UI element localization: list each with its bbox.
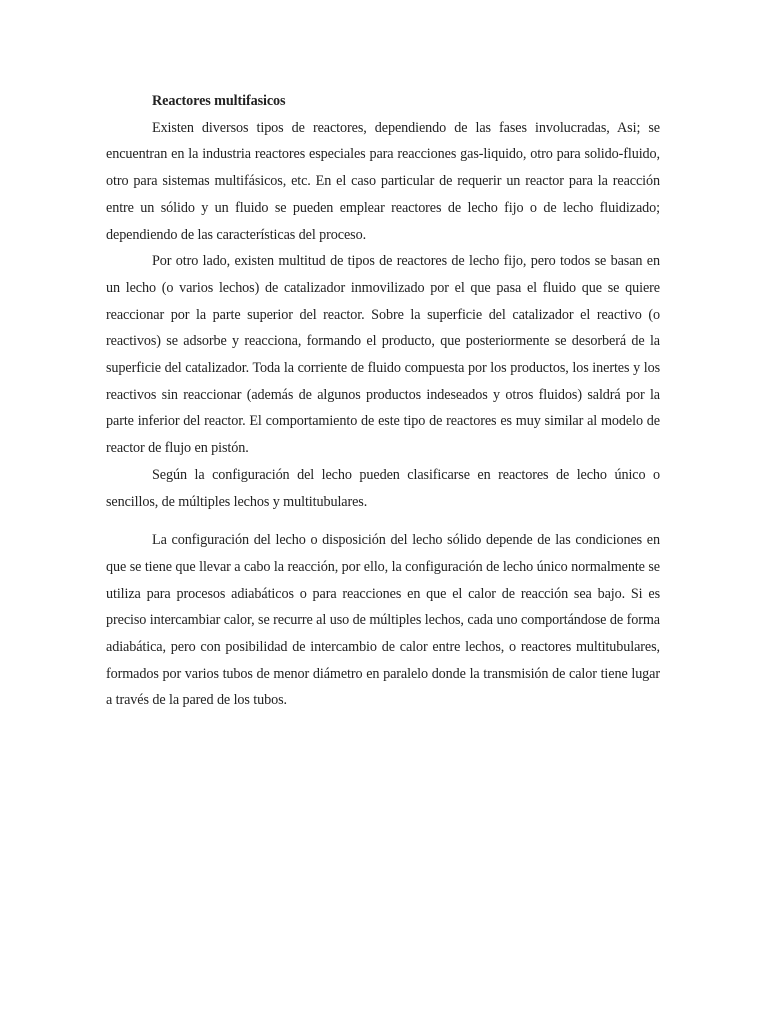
paragraph-spacer [106, 515, 660, 527]
paragraph-fases: Existen diversos tipos de reactores, dependiendo de las fases involucradas, Asi; se encuentran en la industria reactores especiales para reacciones gas-liquido, otro para solido-fluido, otro para sistemas multifásicos, etc. En el caso particular de requerir un reactor para la reacción entre un sólido y un fluido se pueden emplear reactores de lecho fijo o de lecho fluidizado; dependiendo de las características del proceso. [106, 119, 660, 243]
document-title: Reactores multifasicos [152, 93, 286, 109]
paragraph-disposicion: La configuración del lecho o disposición del lecho sólido depende de las condiciones en que se tiene que llevar a cabo la reacción, por ello, la configuración de lecho único normalmente se utiliza para procesos adiabáticos o para reacciones en que el calor de reacción sea bajo. Si es preciso intercambiar calor, se recurre al uso de múltiples lechos, cada uno comportándose de forma adiabática, pero con posibilidad de intercambio de calor entre lechos, o reactores multitubulares, formados por varios tubos de menor diámetro en paralelo donde la transmisión de calor tiene lugar a través de la pared de los tubos. [106, 532, 660, 709]
document-body [106, 88, 660, 714]
paragraph-lecho-fijo: Por otro lado, existen multitud de tipos de reactores de lecho fijo, pero todos se basan en un lecho (o varios lechos) de catalizador inmovilizado por el que pasa el fluido que se quiere reaccionar por la parte superior del reactor. Sobre la superficie del catalizador el reactivo (o reactivos) se adsorbe y reacciona, formando el producto, que posteriormente se desorberá de la superficie del catalizador. Toda la corriente de fluido compuesta por los productos, los inertes y los reactivos sin reaccionar (además de algunos productos indeseados y otros fluidos) saldrá por la parte inferior del reactor. El comportamiento de este tipo de reactores es muy similar al modelo de reactor de flujo en pistón. [106, 253, 660, 457]
paragraph-configuracion: Según la configuración del lecho pueden clasificarse en reactores de lecho único o sencillos, de múltiples lechos y multitubulares. [106, 466, 660, 510]
